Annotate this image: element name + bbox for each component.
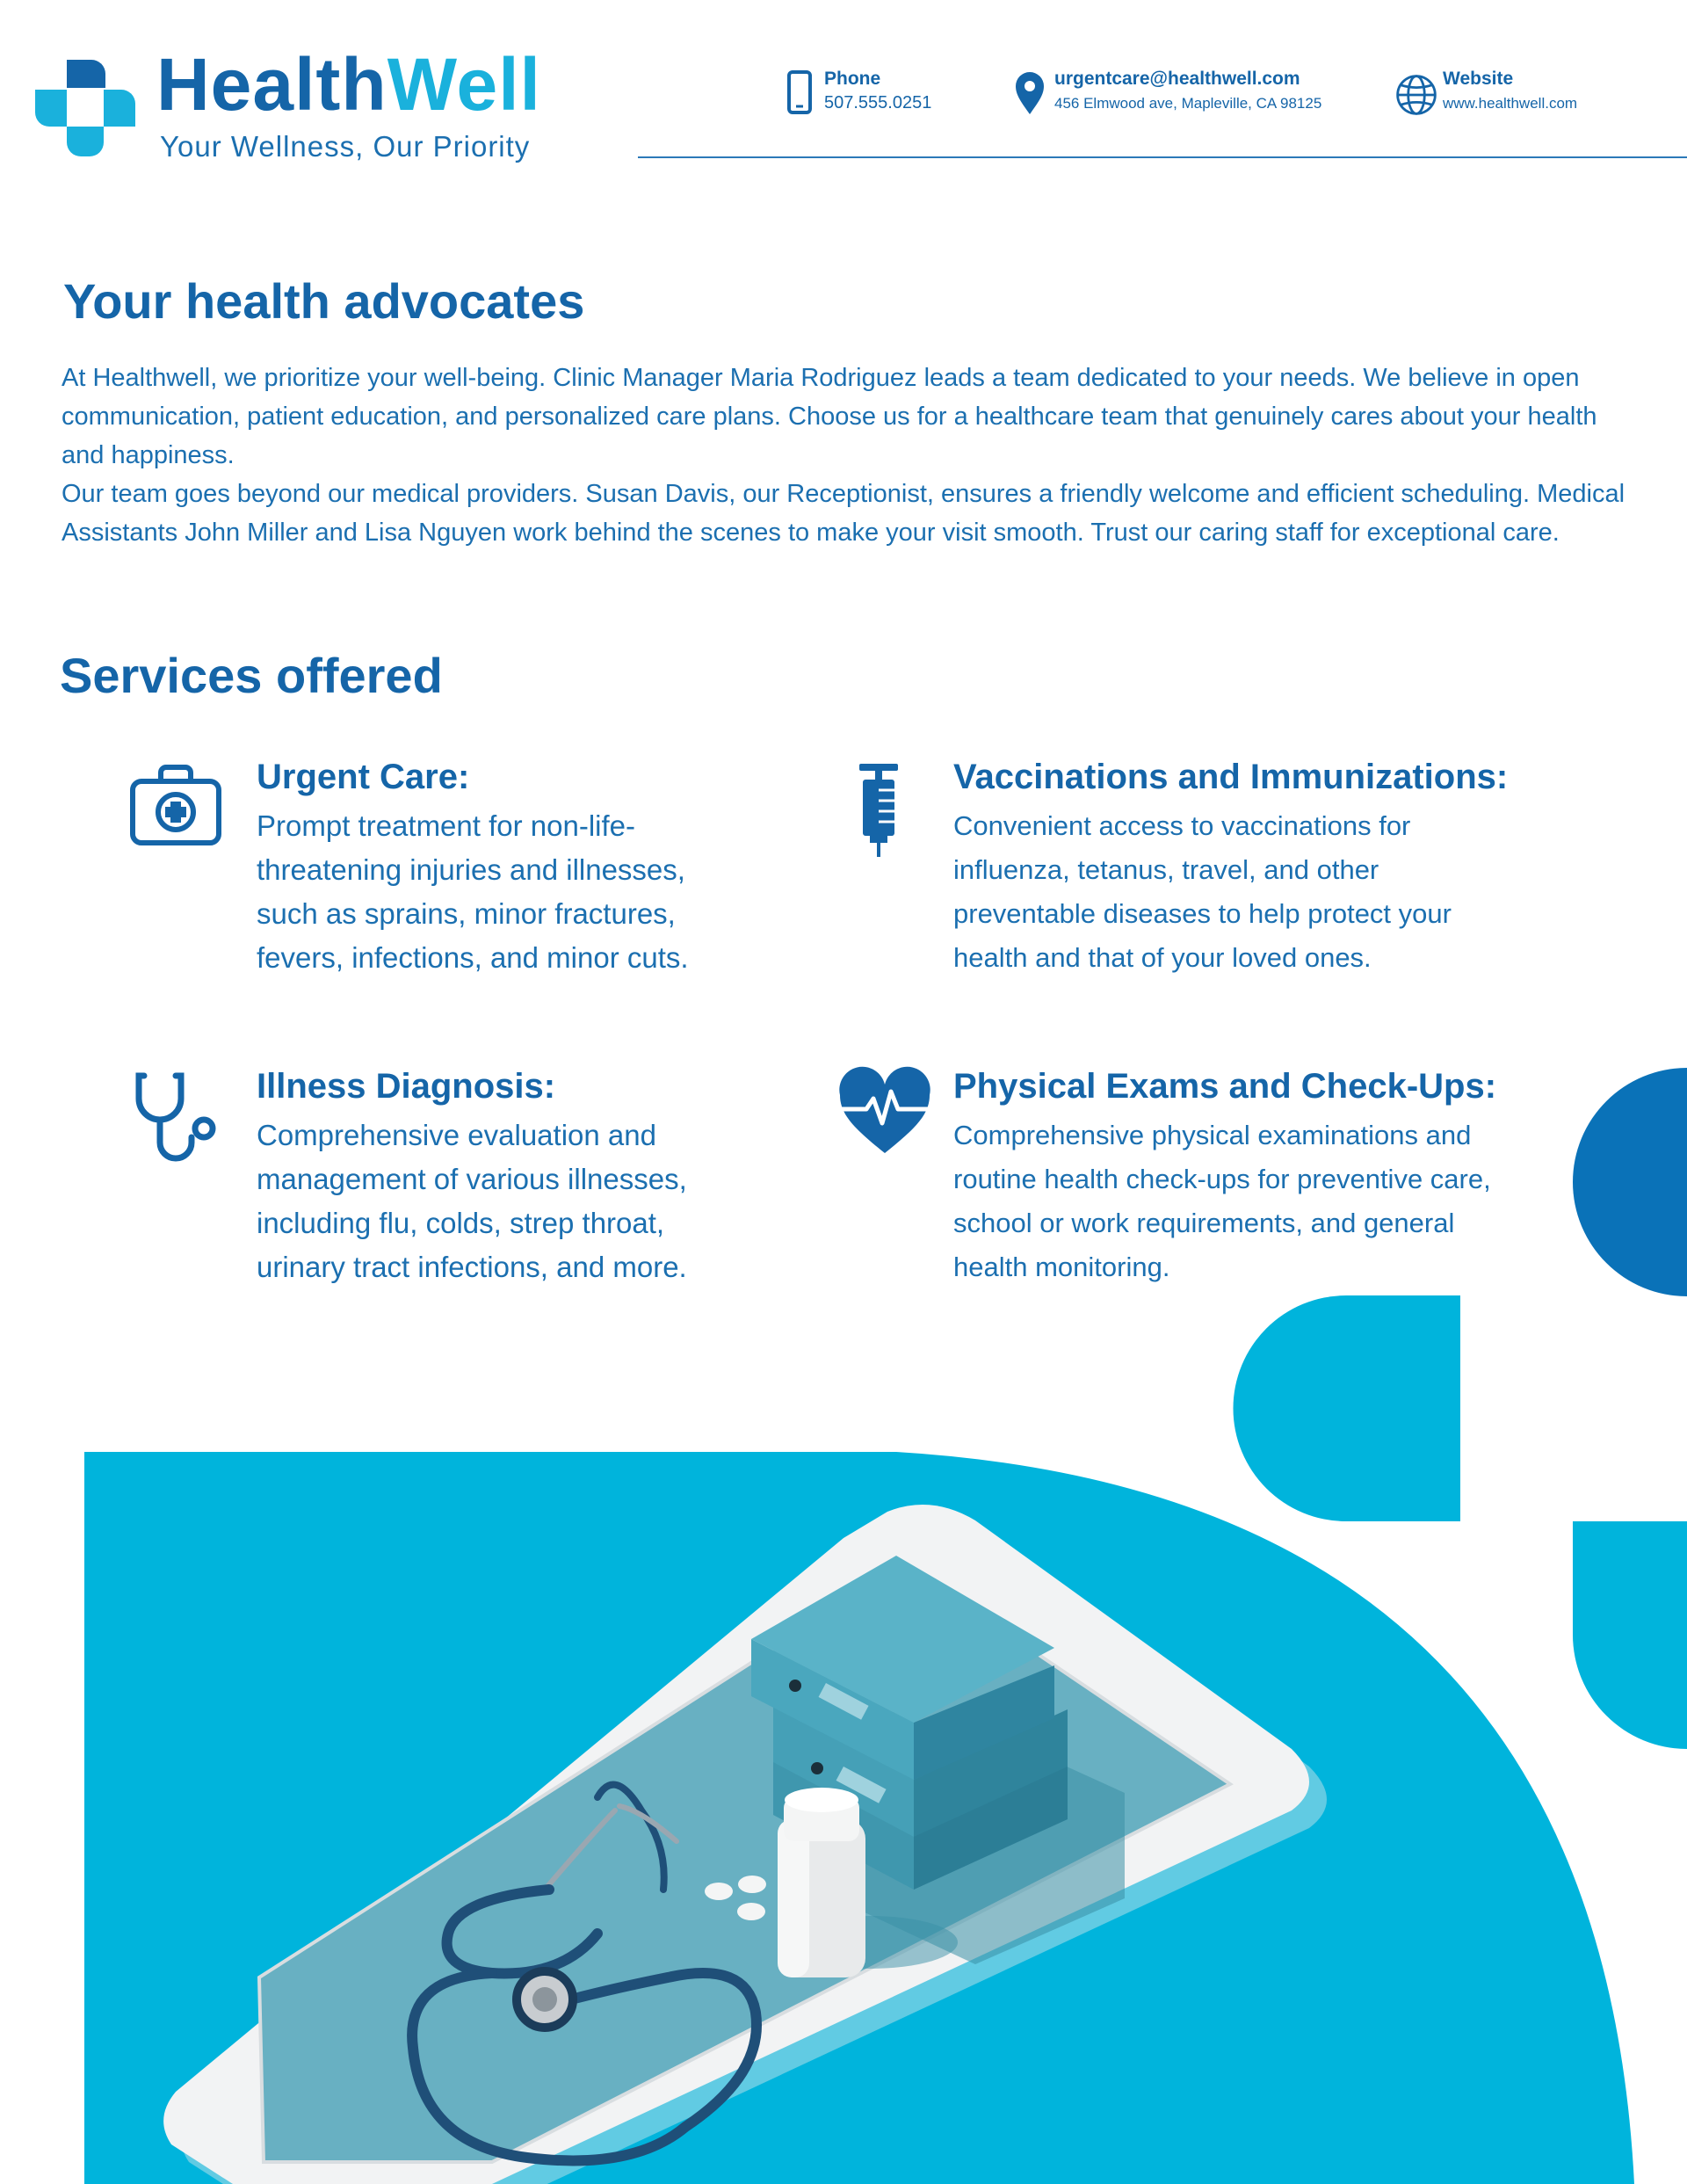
stethoscope-illustration xyxy=(412,1785,757,2161)
tablet-illustration xyxy=(163,1505,1327,2184)
brand-name-part2: Well xyxy=(387,43,541,126)
globe-icon xyxy=(1394,72,1439,118)
decor-cyan-half-right xyxy=(1573,1521,1687,1749)
service-desc-physical-exams: Comprehensive physical examinations and routine health check-ups for preventive care, school or work requirements, and general health monitoring. xyxy=(953,1120,1491,1282)
website-label: Website xyxy=(1443,69,1514,89)
about-paragraph-2: Our team goes beyond our medical providers. Susan Davis, our Receptionist, ensures a friendly welcome and efficient scheduling. Medical Assistants John Miller and Lisa Nguyen work behind the scenes to make your visit smooth. Trust our caring staff for exceptional care. xyxy=(62,480,1625,547)
medical-kit-icon xyxy=(127,760,224,857)
phone-label: Phone xyxy=(824,69,881,89)
street-address: 456 Elmwood ave, Mapleville, CA 98125 xyxy=(1054,95,1322,112)
service-desc-urgent-care: Prompt treatment for non-life-threatening injuries and illnesses, such as sprains, minor fractures, fevers, infections, and minor cuts. xyxy=(257,809,689,974)
binders-illustration xyxy=(751,1556,1125,1964)
service-title-physical-exams: Physical Exams and Check-Ups: xyxy=(953,1067,1497,1106)
heartbeat-icon xyxy=(836,1065,933,1162)
about-paragraph-1: At Healthwell, we prioritize your well-being. Clinic Manager Maria Rodriguez leads a team dedicated to your needs. We believe in open communication, patient education, and personalized care plans. Choose us for a healthcare team that genuinely cares about your health and happiness. xyxy=(62,364,1597,469)
brand-name-part1: Health xyxy=(156,43,387,126)
pill-bottle-illustration xyxy=(705,1788,958,1977)
brand-tagline: Your Wellness, Our Priority xyxy=(160,130,531,163)
services-title: Services offered xyxy=(60,648,443,703)
service-title-illness-diagnosis: Illness Diagnosis: xyxy=(257,1067,556,1106)
email-address[interactable]: urgentcare@healthwell.com xyxy=(1054,69,1300,89)
service-title-urgent-care: Urgent Care: xyxy=(257,758,470,796)
phone-number[interactable]: 507.555.0251 xyxy=(824,93,932,112)
decor-cyan-half-left xyxy=(1234,1295,1461,1521)
phone-icon xyxy=(782,69,817,118)
illustration-background xyxy=(84,1452,1634,2184)
tablet-frame xyxy=(163,1505,1309,2184)
tablet-screen xyxy=(259,1564,1230,2162)
logo-cross-icon xyxy=(33,56,137,160)
location-pin-icon xyxy=(1012,69,1047,118)
syringe-icon xyxy=(830,760,927,857)
decor-dark-semicircle xyxy=(1573,1068,1687,1296)
service-desc-vaccinations: Convenient access to vaccinations for influenza, tetanus, travel, and other preventable diseases to help protect your health and that of your loved ones. xyxy=(953,810,1452,973)
service-title-vaccinations: Vaccinations and Immunizations: xyxy=(953,758,1509,796)
header-divider xyxy=(638,156,1687,158)
about-title: Your health advocates xyxy=(63,273,585,329)
stethoscope-icon xyxy=(132,1070,228,1167)
about-text xyxy=(62,359,1625,552)
service-desc-illness-diagnosis: Comprehensive evaluation and management of various illnesses, including flu, colds, strep throat, urinary tract infections, and more. xyxy=(257,1119,687,1283)
brand-name xyxy=(156,43,541,126)
website-url[interactable]: www.healthwell.com xyxy=(1443,95,1578,112)
